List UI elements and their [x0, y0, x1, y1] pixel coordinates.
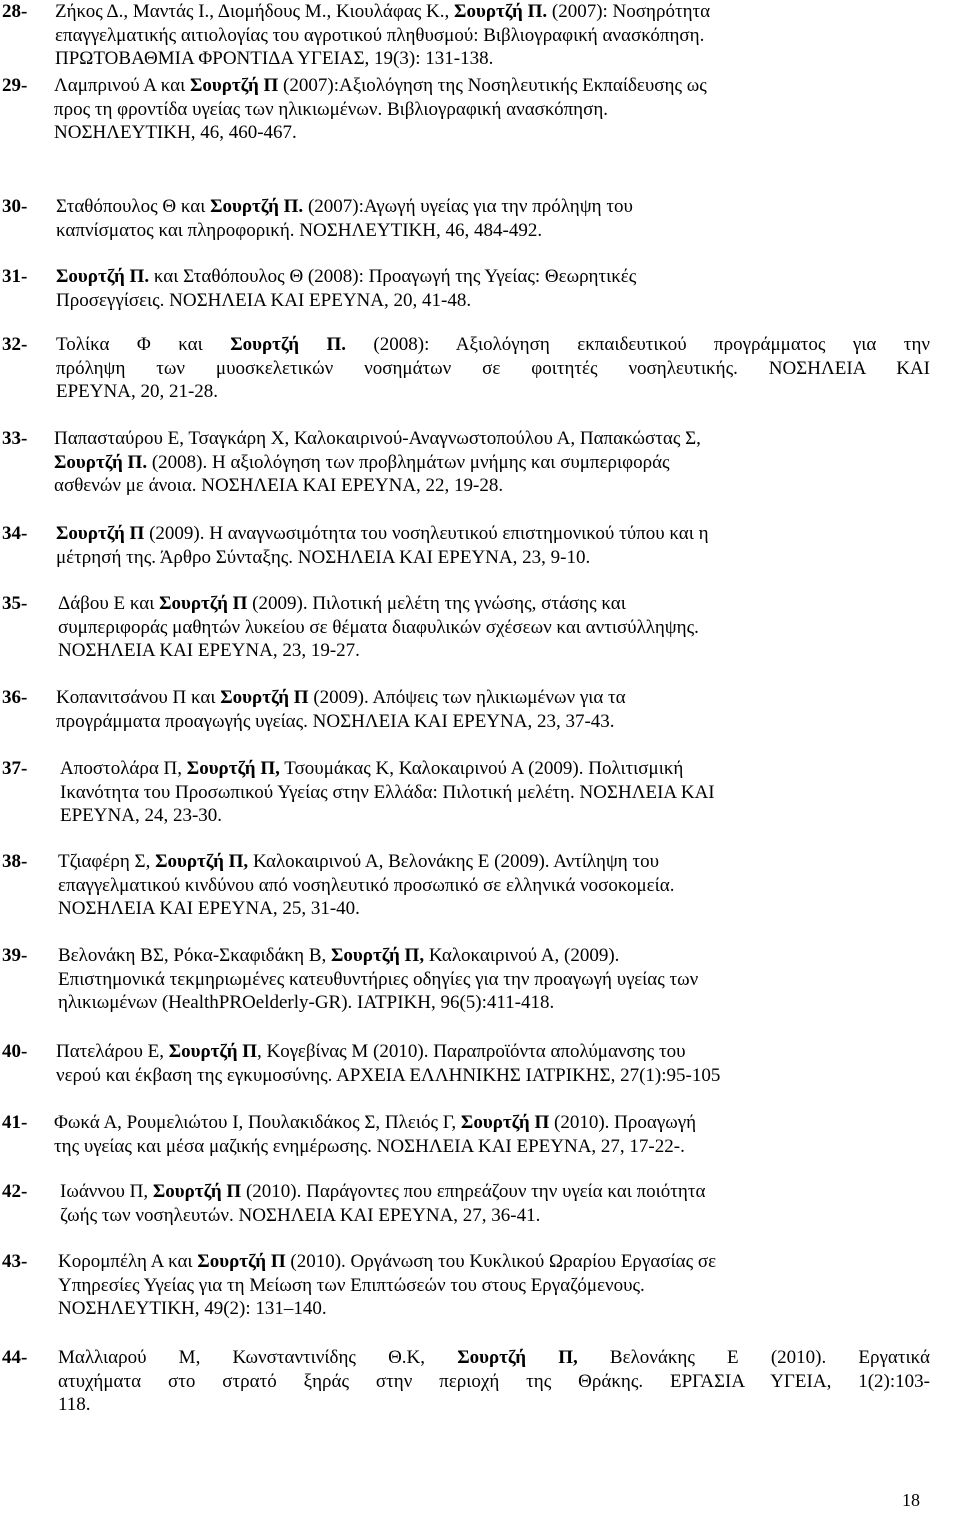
reference-text: Ζήκος Δ., Μαντάς Ι., Διομήδους Μ., Κιουλάφας Κ.,: [55, 1, 455, 22]
reference-text: Παπασταύρου Ε, Τσαγκάρη Χ, Καλοκαιρινού-Αναγνωστοπούλου Α, Παπακώστας Σ,: [54, 428, 701, 449]
author-highlight: Σουρτζή Π: [168, 1041, 258, 1062]
reference-text: (2010). Οργάνωση του Κυκλικού Ωραρίου Εργασίας σε: [285, 1251, 717, 1272]
reference-line: [54, 1135, 685, 1159]
reference-line: [60, 804, 222, 828]
reference-text: Αποστολάρα Π,: [60, 758, 187, 779]
author-highlight: Σουρτζή Π: [159, 593, 248, 614]
author-highlight: Σουρτζή Π: [56, 523, 145, 544]
reference-text: Προσεγγίσεις. ΝΟΣΗΛΕΙΑ ΚΑΙ ΕΡΕΥΝΑ, 20, 41-48.: [56, 289, 472, 311]
reference-text: 118.: [58, 1394, 91, 1416]
author-highlight: Σουρτζή Π: [189, 75, 279, 96]
reference-text: ατυχήματα στο στρατό ξηράς στην περιοχή της Θράκης. ΕΡΓΑΣΙΑ ΥΓΕΙΑ, 1(2):103-: [58, 1370, 930, 1392]
reference-line: [58, 897, 360, 921]
reference-text: (2007): Νοσηρότητα: [547, 1, 711, 22]
reference-line: [56, 710, 615, 734]
reference-line: [56, 195, 633, 219]
author-highlight: Σουρτζή Π.: [230, 334, 346, 355]
reference-text: Λαμπρινού Α και: [54, 75, 190, 96]
author-highlight: Σουρτζή Π.: [210, 196, 304, 217]
reference-number: 38-: [2, 851, 28, 872]
reference-text: Βελονάκη ΒΣ, Ρόκα-Σκαφιδάκη Β,: [58, 945, 331, 966]
reference-line: [58, 1370, 930, 1394]
reference-line: [54, 98, 608, 122]
reference-text: ηλικιωμένων (HealthPROelderly-GR). ΙΑΤΡΙΚΗ, 96(5):411-418.: [58, 992, 555, 1014]
reference-text: Σταθόπουλος Θ και: [56, 196, 211, 217]
reference-text: πρόληψη των μυοσκελετικών νοσημάτων σε φοιτητές νοσηλευτικής. ΝΟΣΗΛΕΙΑ ΚΑΙ: [56, 357, 930, 379]
reference-text: (2009). Η αναγνωσιμότητα του νοσηλευτικού επιστημονικού τύπου και η: [144, 523, 709, 544]
reference-text: ΝΟΣΗΛΕΙΑ ΚΑΙ ΕΡΕΥΝΑ, 25, 31-40.: [58, 898, 360, 920]
reference-text: επαγγελματικού κινδύνου από νοσηλευτικό προσωπικό σε ελληνικά νοσοκομεία.: [58, 874, 675, 896]
reference-line: [60, 1204, 540, 1228]
reference-line: [56, 333, 930, 357]
reference-text: και Σταθόπουλος Θ (2008): Προαγωγή της Υγείας: Θεωρητικές: [149, 266, 637, 287]
author-highlight: Σουρτζή Π: [220, 687, 309, 708]
reference-line: [58, 1250, 716, 1274]
reference-text: Επιστημονικά τεκμηριωμένες κατευθυντήριες οδηγίες για την προαγωγή υγείας των: [58, 968, 699, 990]
reference-line: [58, 1274, 645, 1298]
reference-number: 37-: [2, 758, 28, 779]
reference-text: ασθενών με άνοια. ΝΟΣΗΛΕΙΑ ΚΑΙ ΕΡΕΥΝΑ, 22, 19-28.: [54, 475, 504, 497]
reference-number: 34-: [2, 523, 28, 544]
reference-line: [56, 380, 218, 404]
reference-line: [56, 265, 636, 289]
reference-line: [55, 0, 710, 24]
reference-line: [58, 1393, 91, 1417]
reference-number: 29-: [2, 75, 28, 96]
reference-number: 42-: [2, 1181, 28, 1202]
reference-line: [56, 219, 542, 243]
reference-text: (2007):Αξιολόγηση της Νοσηλευτικής Εκπαίδευσης ως: [278, 75, 707, 96]
reference-text: νερού και έκβαση της εγκυμοσύνης. ΑΡΧΕΙΑ ΕΛΛΗΝΙΚΗΣ ΙΑΤΡΙΚΗΣ, 27(1):95-105: [56, 1064, 721, 1086]
reference-line: [56, 289, 471, 313]
reference-line: [58, 850, 659, 874]
reference-line: [54, 74, 707, 98]
author-highlight: Σουρτζή Π,: [457, 1347, 578, 1368]
reference-text: Καλοκαιρινού Α, Βελονάκης Ε (2009). Αντίληψη του: [248, 851, 660, 872]
reference-number: 40-: [2, 1041, 28, 1062]
reference-text: ΝΟΣΗΛΕΙΑ ΚΑΙ ΕΡΕΥΝΑ, 23, 19-27.: [58, 640, 360, 662]
reference-line: [56, 1064, 720, 1088]
author-highlight: Σουρτζή Π,: [331, 945, 425, 966]
reference-line: [60, 781, 715, 805]
reference-text: Μαλλιαρού Μ, Κωνσταντινίδης Θ.Κ,: [58, 1347, 458, 1368]
reference-line: [58, 592, 626, 616]
reference-line: [58, 616, 699, 640]
reference-text: ΕΡΕΥΝΑ, 24, 23-30.: [60, 805, 223, 827]
reference-line: [58, 639, 360, 663]
reference-number: 35-: [2, 593, 28, 614]
reference-text: Καλοκαιρινού Α, (2009).: [424, 945, 620, 966]
reference-line: [58, 991, 554, 1015]
reference-line: [54, 451, 670, 475]
reference-number: 30-: [2, 196, 28, 217]
reference-text: μέτρησή της. Άρθρο Σύνταξης. ΝΟΣΗΛΕΙΑ ΚΑΙ ΕΡΕΥΝΑ, 23, 9-10.: [56, 546, 591, 568]
author-highlight: Σουρτζή Π,: [155, 851, 249, 872]
reference-text: (2009). Πιλοτική μελέτη της γνώσης, στάσης και: [247, 593, 626, 614]
author-highlight: Σουρτζή Π.: [54, 451, 148, 473]
author-highlight: Σουρτζή Π: [460, 1112, 550, 1133]
reference-number: 44-: [2, 1347, 28, 1368]
reference-line: [56, 522, 709, 546]
page-number: 18: [902, 1490, 920, 1510]
reference-text: ΕΡΕΥΝΑ, 20, 21-28.: [56, 381, 219, 403]
reference-text: Τολίκα Φ και: [56, 334, 231, 355]
reference-text: Υπηρεσίες Υγείας για τη Μείωση των Επιπτώσεών του στους Εργαζόμενους.: [58, 1274, 645, 1296]
reference-text: Κορομπέλη Α και: [58, 1251, 198, 1272]
author-highlight: Σουρτζή Π.: [454, 1, 548, 22]
reference-text: (2010). Προαγωγή: [549, 1112, 697, 1133]
reference-text: επαγγελματικής αιτιολογίας του αγροτικού πληθυσμού: Βιβλιογραφική ανασκόπηση.: [55, 24, 705, 46]
reference-line: [54, 121, 297, 145]
reference-text: καπνίσματος και πληροφορική. ΝΟΣΗΛΕΥΤΙΚΗ, 46, 484-492.: [56, 219, 543, 241]
reference-text: προς τη φροντίδα υγείας των ηλικιωμένων. Βιβλιογραφική ανασκόπηση.: [54, 98, 609, 120]
reference-text: Πατελάρου Ε,: [56, 1041, 169, 1062]
author-highlight: Σουρτζή Π.: [56, 266, 150, 287]
reference-text: Κοπανιτσάνου Π και: [56, 687, 221, 708]
reference-number: 39-: [2, 945, 28, 966]
reference-line: [55, 24, 704, 48]
reference-line: [58, 968, 698, 992]
reference-text: Ιωάννου Π,: [60, 1181, 153, 1202]
reference-number: 28-: [2, 1, 28, 22]
author-highlight: Σουρτζή Π,: [186, 758, 280, 779]
reference-line: [55, 47, 493, 71]
reference-text: Βελονάκης Ε (2010). Εργατικά: [577, 1347, 930, 1368]
reference-text: Φωκά Α, Ρουμελιώτου Ι, Πουλακιδάκος Σ, Πλειός Γ,: [54, 1112, 461, 1133]
reference-line: [54, 474, 503, 498]
reference-text: ΝΟΣΗΛΕΥΤΙΚΗ, 49(2): 131–140.: [58, 1298, 327, 1320]
reference-line: [56, 1040, 686, 1064]
reference-line: [56, 546, 590, 570]
reference-number: 31-: [2, 266, 28, 287]
reference-text: Δάβου Ε και: [58, 593, 160, 614]
reference-line: [58, 1346, 930, 1370]
reference-text: ΠΡΩΤΟΒΑΘΜΙΑ ΦΡΟΝΤΙΔΑ ΥΓΕΙΑΣ, 19(3): 131-138.: [55, 48, 494, 70]
reference-number: 33-: [2, 428, 28, 449]
reference-number: 41-: [2, 1112, 28, 1133]
reference-line: [54, 1111, 696, 1135]
reference-number: 43-: [2, 1251, 28, 1272]
reference-text: , Κογεβίνας Μ (2010). Παραπροϊόντα απολύμανσης του: [257, 1041, 686, 1062]
author-highlight: Σουρτζή Π: [152, 1181, 242, 1202]
reference-line: [58, 944, 619, 968]
reference-text: ΝΟΣΗΛΕΥΤΙΚΗ, 46, 460-467.: [54, 122, 297, 144]
reference-line: [58, 1297, 327, 1321]
reference-line: [56, 686, 626, 710]
reference-number: 36-: [2, 687, 28, 708]
reference-line: [54, 427, 701, 451]
reference-line: [56, 357, 930, 381]
reference-text: Τσουμάκας Κ, Καλοκαιρινού Α (2009). Πολιτισμική: [279, 758, 684, 779]
reference-text: Ικανότητα του Προσωπικού Υγείας στην Ελλάδα: Πιλοτική μελέτη. ΝΟΣΗΛΕΙΑ ΚΑΙ: [60, 781, 715, 803]
reference-text: Τζιαφέρη Σ,: [58, 851, 156, 872]
reference-text: συμπεριφοράς μαθητών λυκείου σε θέματα διαφυλικών σχέσεων και αντισύλληψης.: [58, 616, 699, 638]
reference-text: ζωής των νοσηλευτών. ΝΟΣΗΛΕΙΑ ΚΑΙ ΕΡΕΥΝΑ, 27, 36-41.: [60, 1204, 541, 1226]
author-highlight: Σουρτζή Π: [197, 1251, 286, 1272]
reference-text: προγράμματα προαγωγής υγείας. ΝΟΣΗΛΕΙΑ ΚΑΙ ΕΡΕΥΝΑ, 23, 37-43.: [56, 710, 615, 732]
reference-number: 32-: [2, 334, 28, 355]
reference-line: [60, 757, 683, 781]
reference-text: της υγείας και μέσα μαζικής ενημέρωσης. ΝΟΣΗΛΕΙΑ ΚΑΙ ΕΡΕΥΝΑ, 27, 17-22-.: [54, 1135, 685, 1157]
reference-text: (2009). Απόψεις των ηλικιωμένων για τα: [308, 687, 626, 708]
reference-text: (2008): Αξιολόγηση εκπαιδευτικού προγράμματος για την: [345, 334, 930, 355]
reference-text: (2008). Η αξιολόγηση των προβλημάτων μνήμης και συμπεριφοράς: [147, 451, 670, 473]
reference-text: (2010). Παράγοντες που επηρεάζουν την υγεία και ποιότητα: [241, 1181, 706, 1202]
reference-line: [60, 1180, 705, 1204]
reference-line: [58, 874, 674, 898]
reference-text: (2007):Αγωγή υγείας για την πρόληψη του: [303, 196, 633, 217]
